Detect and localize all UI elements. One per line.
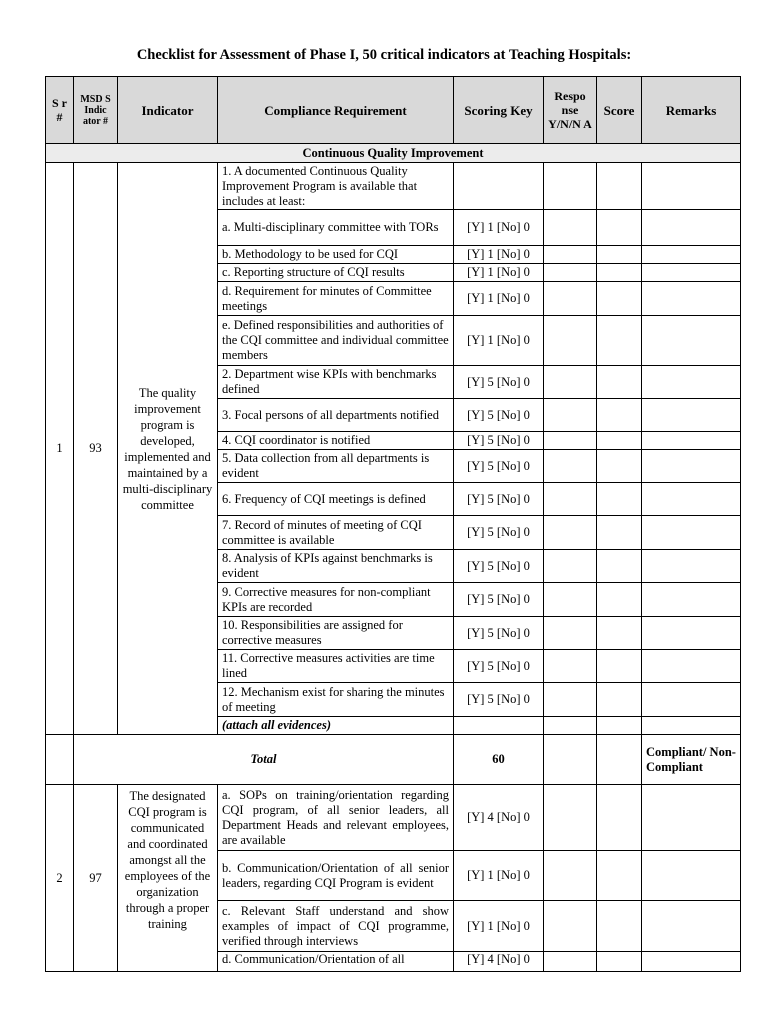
response-cell[interactable] xyxy=(544,282,597,316)
section-title: Continuous Quality Improvement xyxy=(46,144,741,163)
score-cell[interactable] xyxy=(597,264,642,282)
score-cell[interactable] xyxy=(597,316,642,366)
scoring-key-cell xyxy=(454,163,544,210)
remarks-cell[interactable] xyxy=(642,282,741,316)
item2-indicator: The designated CQI program is communicated and coordinated amongst all the employees of the organization through a proper training xyxy=(118,785,218,972)
score-cell[interactable] xyxy=(597,483,642,516)
scoring-key-cell: [Y] 1 [No] 0 xyxy=(454,282,544,316)
requirement-cell: a. Multi-disciplinary committee with TORs xyxy=(218,210,454,246)
header-scoring: Scoring Key xyxy=(454,77,544,144)
response-cell[interactable] xyxy=(544,516,597,550)
scoring-key-cell: [Y] 1 [No] 0 xyxy=(454,210,544,246)
response-cell[interactable] xyxy=(544,163,597,210)
response-cell[interactable] xyxy=(544,264,597,282)
scoring-key-cell: [Y] 5 [No] 0 xyxy=(454,483,544,516)
score-cell[interactable] xyxy=(597,650,642,683)
total-sr-cell xyxy=(46,735,74,785)
score-cell[interactable] xyxy=(597,246,642,264)
score-cell[interactable] xyxy=(597,683,642,717)
response-cell[interactable] xyxy=(544,399,597,432)
table-row xyxy=(46,163,741,210)
total-label: Total xyxy=(74,735,454,785)
remarks-cell[interactable] xyxy=(642,210,741,246)
scoring-key-cell: [Y] 1 [No] 0 xyxy=(454,264,544,282)
header-msds: MSD S Indic ator # xyxy=(74,77,118,144)
response-cell[interactable] xyxy=(544,650,597,683)
requirement-cell: b. Communication/Orientation of all senior leaders, regarding CQI Program is evident xyxy=(218,851,454,901)
score-cell[interactable] xyxy=(597,432,642,450)
response-cell[interactable] xyxy=(544,785,597,851)
remarks-cell[interactable] xyxy=(642,163,741,210)
score-cell[interactable] xyxy=(597,550,642,583)
response-cell[interactable] xyxy=(544,683,597,717)
remarks-cell[interactable] xyxy=(642,483,741,516)
response-cell[interactable] xyxy=(544,316,597,366)
requirement-cell: d. Communication/Orientation of all xyxy=(218,952,454,972)
remarks-cell[interactable] xyxy=(642,617,741,650)
response-cell[interactable] xyxy=(544,366,597,399)
header-response: Respo nse Y/N/N A xyxy=(544,77,597,144)
item2-sr: 2 xyxy=(46,785,74,972)
scoring-key-cell: [Y] 5 [No] 0 xyxy=(454,450,544,483)
page-title: Checklist for Assessment of Phase I, 50 critical indicators at Teaching Hospitals: xyxy=(136,47,632,63)
item1-msds: 93 xyxy=(74,163,118,735)
remarks-cell[interactable] xyxy=(642,785,741,851)
header-compliance: Compliance Requirement xyxy=(218,77,454,144)
response-cell[interactable] xyxy=(544,450,597,483)
table-row xyxy=(46,785,741,851)
total-response-cell[interactable] xyxy=(544,735,597,785)
score-cell[interactable] xyxy=(597,450,642,483)
score-cell[interactable] xyxy=(597,583,642,617)
scoring-key-cell: [Y] 1 [No] 0 xyxy=(454,901,544,952)
remarks-cell[interactable] xyxy=(642,516,741,550)
remarks-cell[interactable] xyxy=(642,450,741,483)
requirement-cell: 5. Data collection from all departments is evident xyxy=(218,450,454,483)
requirement-cell: 1. A documented Continuous Quality Improvement Program is available that includes at least: xyxy=(218,163,454,210)
score-cell[interactable] xyxy=(597,952,642,972)
header-indicator: Indicator xyxy=(118,77,218,144)
response-cell[interactable] xyxy=(544,550,597,583)
remarks-cell[interactable] xyxy=(642,264,741,282)
header-sr: S r # xyxy=(46,77,74,144)
requirement-cell: 8. Analysis of KPIs against benchmarks is evident xyxy=(218,550,454,583)
compliance-status: Compliant/ Non-Compliant xyxy=(642,735,741,785)
remarks-cell[interactable] xyxy=(642,246,741,264)
scoring-key-cell: [Y] 5 [No] 0 xyxy=(454,583,544,617)
response-cell[interactable] xyxy=(544,246,597,264)
score-cell[interactable] xyxy=(597,785,642,851)
requirement-cell: 7. Record of minutes of meeting of CQI committee is available xyxy=(218,516,454,550)
requirement-cell: 10. Responsibilities are assigned for corrective measures xyxy=(218,617,454,650)
score-cell[interactable] xyxy=(597,516,642,550)
remarks-cell[interactable] xyxy=(642,583,741,617)
item2-msds: 97 xyxy=(74,785,118,972)
requirement-cell: 6. Frequency of CQI meetings is defined xyxy=(218,483,454,516)
total-score-cell[interactable] xyxy=(597,735,642,785)
score-cell[interactable] xyxy=(597,617,642,650)
scoring-key-cell: [Y] 5 [No] 0 xyxy=(454,550,544,583)
score-cell[interactable] xyxy=(597,210,642,246)
requirement-cell: 9. Corrective measures for non-compliant KPIs are recorded xyxy=(218,583,454,617)
response-cell[interactable] xyxy=(544,210,597,246)
item1-sr: 1 xyxy=(46,163,74,735)
remarks-cell[interactable] xyxy=(642,432,741,450)
checklist-table xyxy=(45,76,741,972)
section-row xyxy=(46,144,741,163)
requirement-cell: c. Reporting structure of CQI results xyxy=(218,264,454,282)
attach-evidence-note: (attach all evidences) xyxy=(218,717,454,735)
scoring-key-cell xyxy=(454,717,544,735)
score-cell[interactable] xyxy=(597,851,642,901)
response-cell[interactable] xyxy=(544,952,597,972)
requirement-cell: 4. CQI coordinator is notified xyxy=(218,432,454,450)
score-cell[interactable] xyxy=(597,366,642,399)
remarks-cell[interactable] xyxy=(642,399,741,432)
response-cell[interactable] xyxy=(544,483,597,516)
score-cell[interactable] xyxy=(597,717,642,735)
response-cell[interactable] xyxy=(544,851,597,901)
total-row xyxy=(46,735,741,785)
remarks-cell[interactable] xyxy=(642,851,741,901)
header-remarks: Remarks xyxy=(642,77,741,144)
remarks-cell[interactable] xyxy=(642,316,741,366)
remarks-cell[interactable] xyxy=(642,717,741,735)
scoring-key-cell: [Y] 5 [No] 0 xyxy=(454,650,544,683)
scoring-key-cell: [Y] 4 [No] 0 xyxy=(454,952,544,972)
remarks-cell[interactable] xyxy=(642,650,741,683)
score-cell[interactable] xyxy=(597,163,642,210)
scoring-key-cell: [Y] 4 [No] 0 xyxy=(454,785,544,851)
response-cell[interactable] xyxy=(544,717,597,735)
requirement-cell: 12. Mechanism exist for sharing the minutes of meeting xyxy=(218,683,454,717)
scoring-key-cell: [Y] 5 [No] 0 xyxy=(454,399,544,432)
scoring-key-cell: [Y] 1 [No] 0 xyxy=(454,316,544,366)
requirement-cell: 11. Corrective measures activities are time lined xyxy=(218,650,454,683)
remarks-cell[interactable] xyxy=(642,683,741,717)
header-score: Score xyxy=(597,77,642,144)
remarks-cell[interactable] xyxy=(642,550,741,583)
item1-indicator: The quality improvement program is developed, implemented and maintained by a multi-disciplinary committee xyxy=(118,163,218,735)
remarks-cell[interactable] xyxy=(642,952,741,972)
scoring-key-cell: [Y] 1 [No] 0 xyxy=(454,851,544,901)
score-cell[interactable] xyxy=(597,282,642,316)
requirement-cell: e. Defined responsibilities and authorities of the CQI committee and individual committee members xyxy=(218,316,454,366)
scoring-key-cell: [Y] 5 [No] 0 xyxy=(454,683,544,717)
remarks-cell[interactable] xyxy=(642,901,741,952)
requirement-cell: c. Relevant Staff understand and show examples of impact of CQI programme, verified through interviews xyxy=(218,901,454,952)
requirement-cell: d. Requirement for minutes of Committee meetings xyxy=(218,282,454,316)
scoring-key-cell: [Y] 1 [No] 0 xyxy=(454,246,544,264)
response-cell[interactable] xyxy=(544,617,597,650)
scoring-key-cell: [Y] 5 [No] 0 xyxy=(454,366,544,399)
score-cell[interactable] xyxy=(597,399,642,432)
header-row xyxy=(46,77,741,144)
response-cell[interactable] xyxy=(544,901,597,952)
remarks-cell[interactable] xyxy=(642,366,741,399)
total-value: 60 xyxy=(454,735,544,785)
response-cell[interactable] xyxy=(544,583,597,617)
requirement-cell: 3. Focal persons of all departments notified xyxy=(218,399,454,432)
requirement-cell: b. Methodology to be used for CQI xyxy=(218,246,454,264)
scoring-key-cell: [Y] 5 [No] 0 xyxy=(454,516,544,550)
requirement-cell: a. SOPs on training/orientation regarding CQI program, of all senior leaders, all Department Heads and relevant employees, are available xyxy=(218,785,454,851)
requirement-cell: 2. Department wise KPIs with benchmarks defined xyxy=(218,366,454,399)
scoring-key-cell: [Y] 5 [No] 0 xyxy=(454,617,544,650)
response-cell[interactable] xyxy=(544,432,597,450)
score-cell[interactable] xyxy=(597,901,642,952)
scoring-key-cell: [Y] 5 [No] 0 xyxy=(454,432,544,450)
